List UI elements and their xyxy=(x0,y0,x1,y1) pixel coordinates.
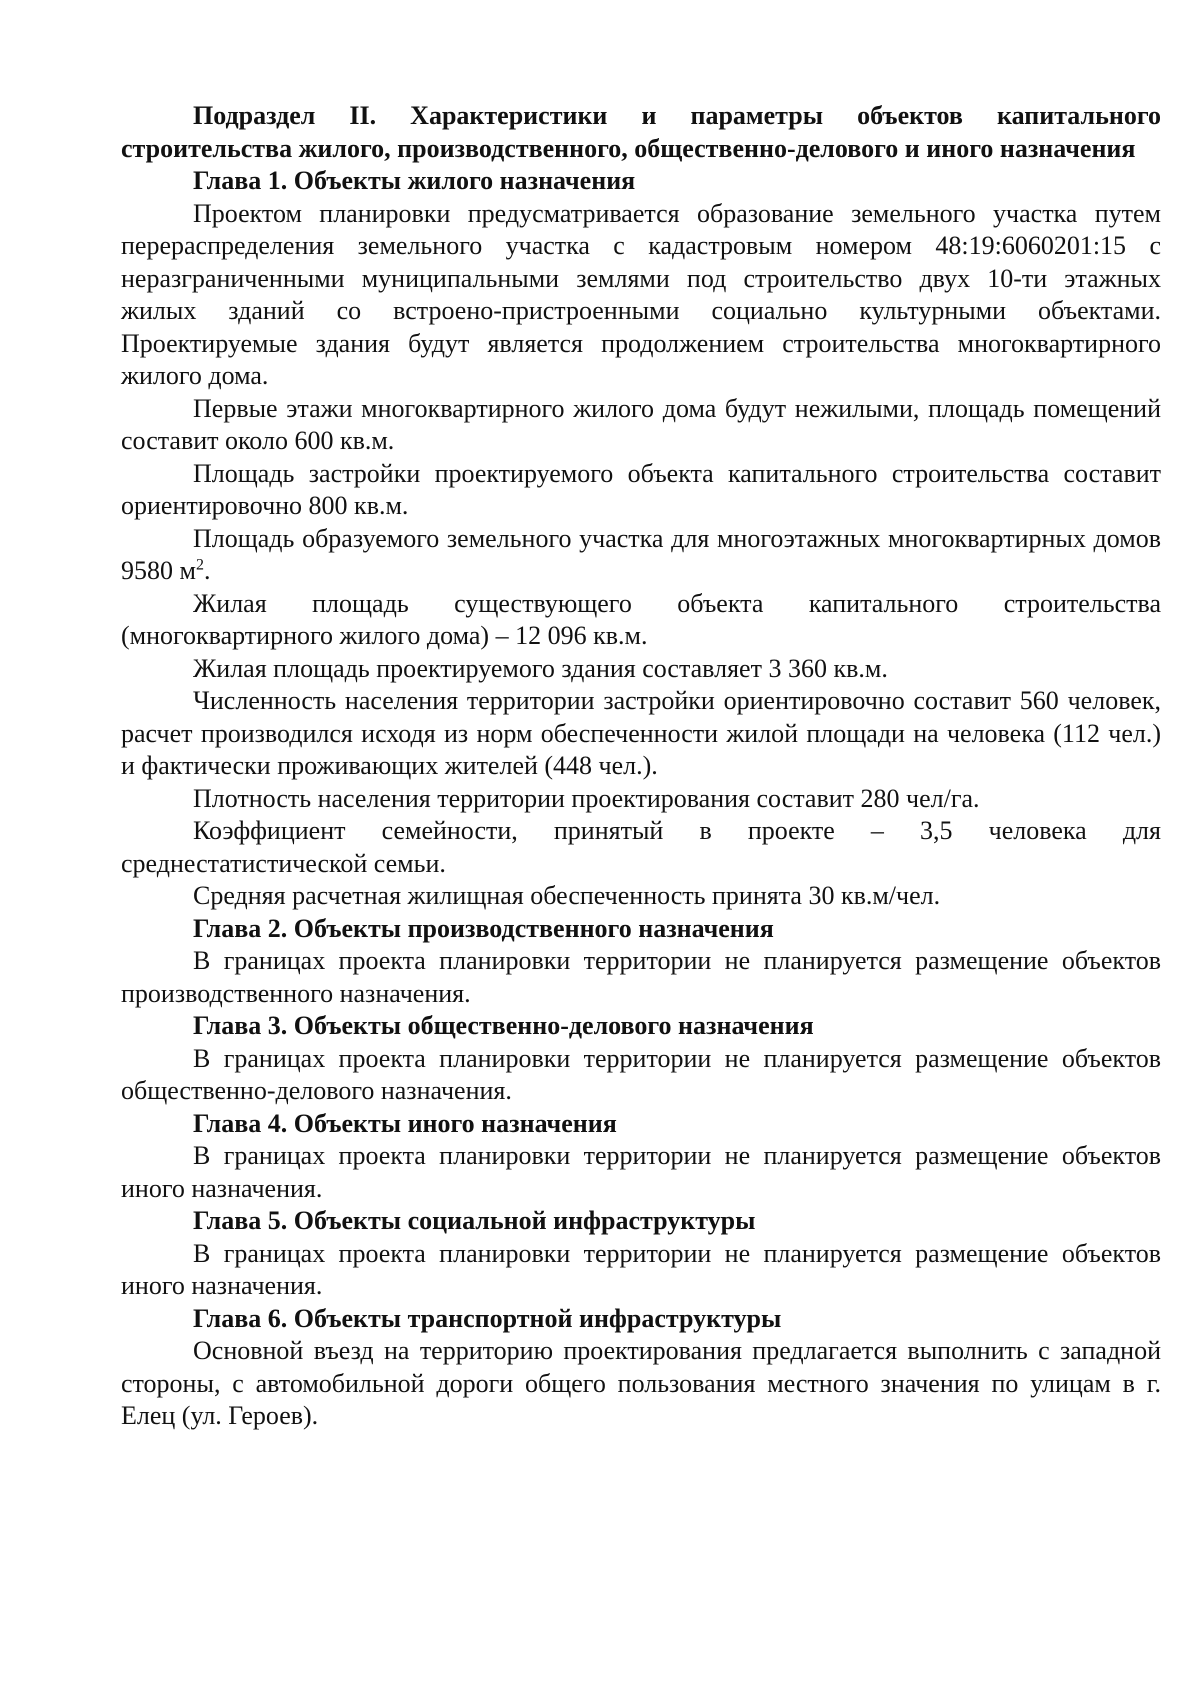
chapter-1-paragraph-8: Плотность населения территории проектирования составит 280 чел/га. xyxy=(193,783,980,813)
section-title: Подраздел II. Характеристики и параметры объектов капитального строительства жилого, производственного, общественно-делового и иного назначения xyxy=(121,101,1161,163)
chapter-2-paragraph-1: В границах проекта планировки территории не планируется размещение объектов производственного назначения. xyxy=(121,946,1161,1008)
land-area-end: . xyxy=(203,556,211,585)
chapter-4-title: Глава 4. Объекты иного назначения xyxy=(193,1108,617,1138)
document-page xyxy=(121,100,1161,1433)
chapter-1-title: Глава 1. Объекты жилого назначения xyxy=(193,166,636,195)
chapter-3-paragraph-1: В границах проекта планировки территории не планируется размещение объектов общественно-делового назначения. xyxy=(121,1043,1161,1105)
chapter-1-paragraph-9: Коэффициент семейности, принятый в проекте – 3,5 человека для среднестатистической семьи. xyxy=(121,816,1161,878)
chapter-1-paragraph-4 xyxy=(121,523,1161,588)
chapter-4-paragraph-1: В границах проекта планировки территории не планируется размещение объектов иного назначения. xyxy=(121,1141,1161,1203)
chapter-1-paragraph-7: Численность населения территории застройки ориентировочно составит 560 человек, расчет производился исходя из норм обеспеченности жилой площади на человека (112 чел.) и фактически проживающих жителей (448 чел.). xyxy=(121,686,1161,780)
chapter-1-paragraph-3: Площадь застройки проектируемого объекта капитального строительства составит ориентировочно 800 кв.м. xyxy=(121,458,1161,520)
chapter-3-title: Глава 3. Объекты общественно-делового назначения xyxy=(193,1011,814,1040)
chapter-1-paragraph-10: Средняя расчетная жилищная обеспеченность принята 30 кв.м/чел. xyxy=(193,881,941,910)
chapter-1-paragraph-6: Жилая площадь проектируемого здания составляет 3 360 кв.м. xyxy=(193,653,888,683)
chapter-5-paragraph-1: В границах проекта планировки территории не планируется размещение объектов иного назначения. xyxy=(121,1238,1161,1300)
land-area-text: Площадь образуемого земельного участка для многоэтажных многоквартирных домов 9580 м xyxy=(121,523,1161,585)
chapter-2-title: Глава 2. Объекты производственного назначения xyxy=(193,913,774,943)
chapter-6-title: Глава 6. Объекты транспортной инфраструктуры xyxy=(193,1303,782,1333)
chapter-5-title: Глава 5. Объекты социальной инфраструктуры xyxy=(193,1206,756,1235)
chapter-1-paragraph-1: Проектом планировки предусматривается образование земельного участка путем перераспределения земельного участка с кадастровым номером 48:19:6060201:15 с неразграниченными муниципальными землями под строительство двух 10-ти этажных жилых зданий со встроено-пристроенными социально культурными объектами. Проектируемые здания будут является продолжением строительства многоквартирного жилого дома. xyxy=(121,198,1161,390)
chapter-1-paragraph-2: Первые этажи многоквартирного жилого дома будут нежилыми, площадь помещений составит около 600 кв.м. xyxy=(121,393,1161,455)
square-superscript: 2 xyxy=(195,556,204,574)
chapter-1-paragraph-5: Жилая площадь существующего объекта капитального строительства (многоквартирного жилого дома) – 12 096 кв.м. xyxy=(121,588,1161,650)
chapter-6-paragraph-1: Основной въезд на территорию проектирования предлагается выполнить с западной стороны, с автомобильной дороги общего пользования местного значения по улицам в г. Елец (ул. Героев). xyxy=(121,1336,1161,1430)
